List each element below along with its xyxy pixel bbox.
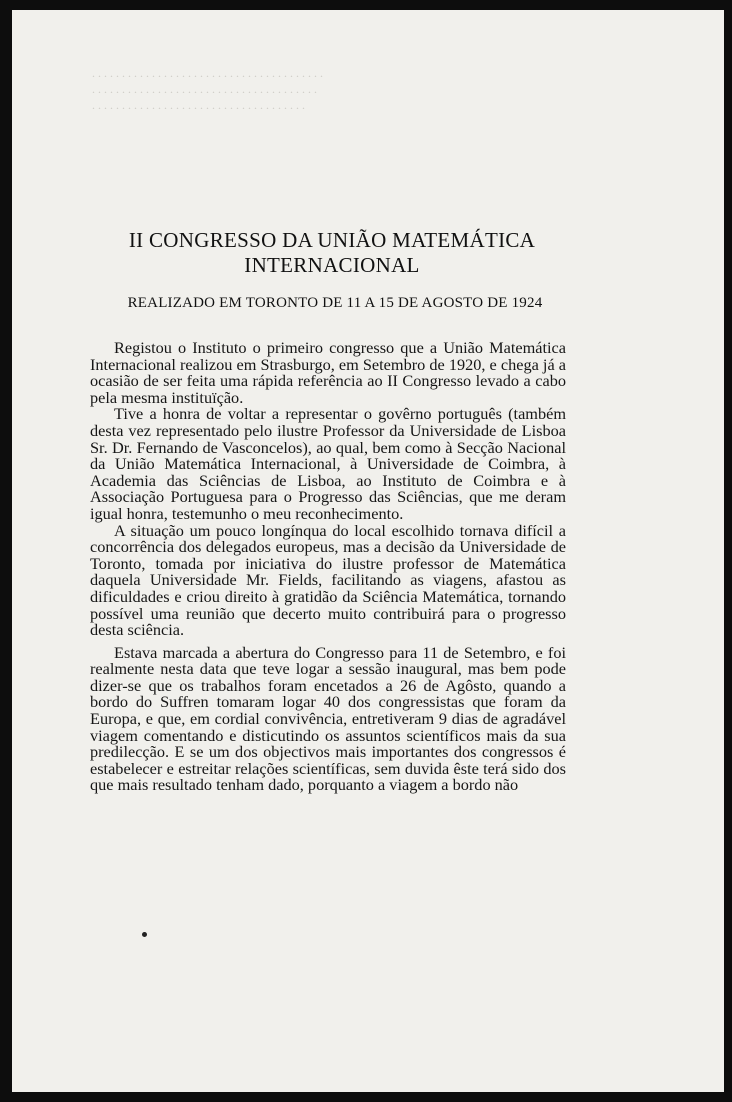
show-through-text: . . . . . . . . . . . . . . . . . . . . . . . . . . . . . . . . . . . . . . . . . . . . . . . . . . . . . . . . . . . . . . . . . . . . . . . . . . . . . . . . . . . . . . . . . . . . . . . . . . . . . . . . . . . . . . . . .: [92, 66, 323, 112]
document-page: [12, 10, 724, 1092]
paragraph: Registou o Instituto o primeiro congresso que a União Matemática Internacional realizou em Strasburgo, em Setembro de 1920, e chega já a ocasião de ser feita uma rápida referência ao II Congresso levado a cabo pela mesma instituïção.: [90, 338, 566, 407]
ink-spot: [142, 932, 147, 937]
paragraph: A situação um pouco longínqua do local escolhido tornava difícil a concorrência dos delegados europeus, mas a decisão da Universidade de Toronto, tomada por iniciativa do ilustre professor de Matemática daquela Universidade Mr. Fields, facilitando as viagens, afastou as dificuldades e criou direito à gratidão da Sciência Matemática, tornando possível uma reunião que decerto muito contribuirá para o progresso desta sciência.: [90, 520, 566, 640]
document-body: [90, 340, 566, 794]
paragraph: Estava marcada a abertura do Congresso para 11 de Setembro, e foi realmente nesta data que teve logar a sessão inaugural, mas bem pode dizer-se que os trabalhos foram encetados a 26 de Agôsto, quando a bordo do Suffren tomaram logar 40 dos congressistas que foram da Europa, e que, em cordial convivência, entretiveram 9 dias de agradável viagem comentando e disticutindo os assuntos scientíficos mais da sua predilecção. E se um dos objectivos mais importantes dos congressos é estabelecer e estreitar relações scientíficas, sem duvida êste terá sido dos que mais resultado tenham dado, porquanto a viagem a bordo não: [90, 642, 566, 795]
paragraph: Tive a honra de voltar a representar o govêrno português (também desta vez representado pelo ilustre Professor da Universidade de Lisboa Sr. Dr. Fernando de Vasconcelos), ao qual, bem como à Secção Nacional da União Matemática Internacional, à Universidade de Coimbra, à Academia das Sciências de Lisboa, ao Instituto de Coimbra e à Associação Portuguesa para o Progresso das Sciências, que me deram igual honra, testemunho o meu reconhecimento.: [90, 404, 566, 523]
page-subtitle: REALIZADO EM TORONTO DE 11 A 15 DE AGOSTO DE 1924: [127, 295, 543, 311]
page-title: II CONGRESSO DA UNIÃO MATEMÁTICA INTERNACIONAL: [128, 228, 536, 277]
